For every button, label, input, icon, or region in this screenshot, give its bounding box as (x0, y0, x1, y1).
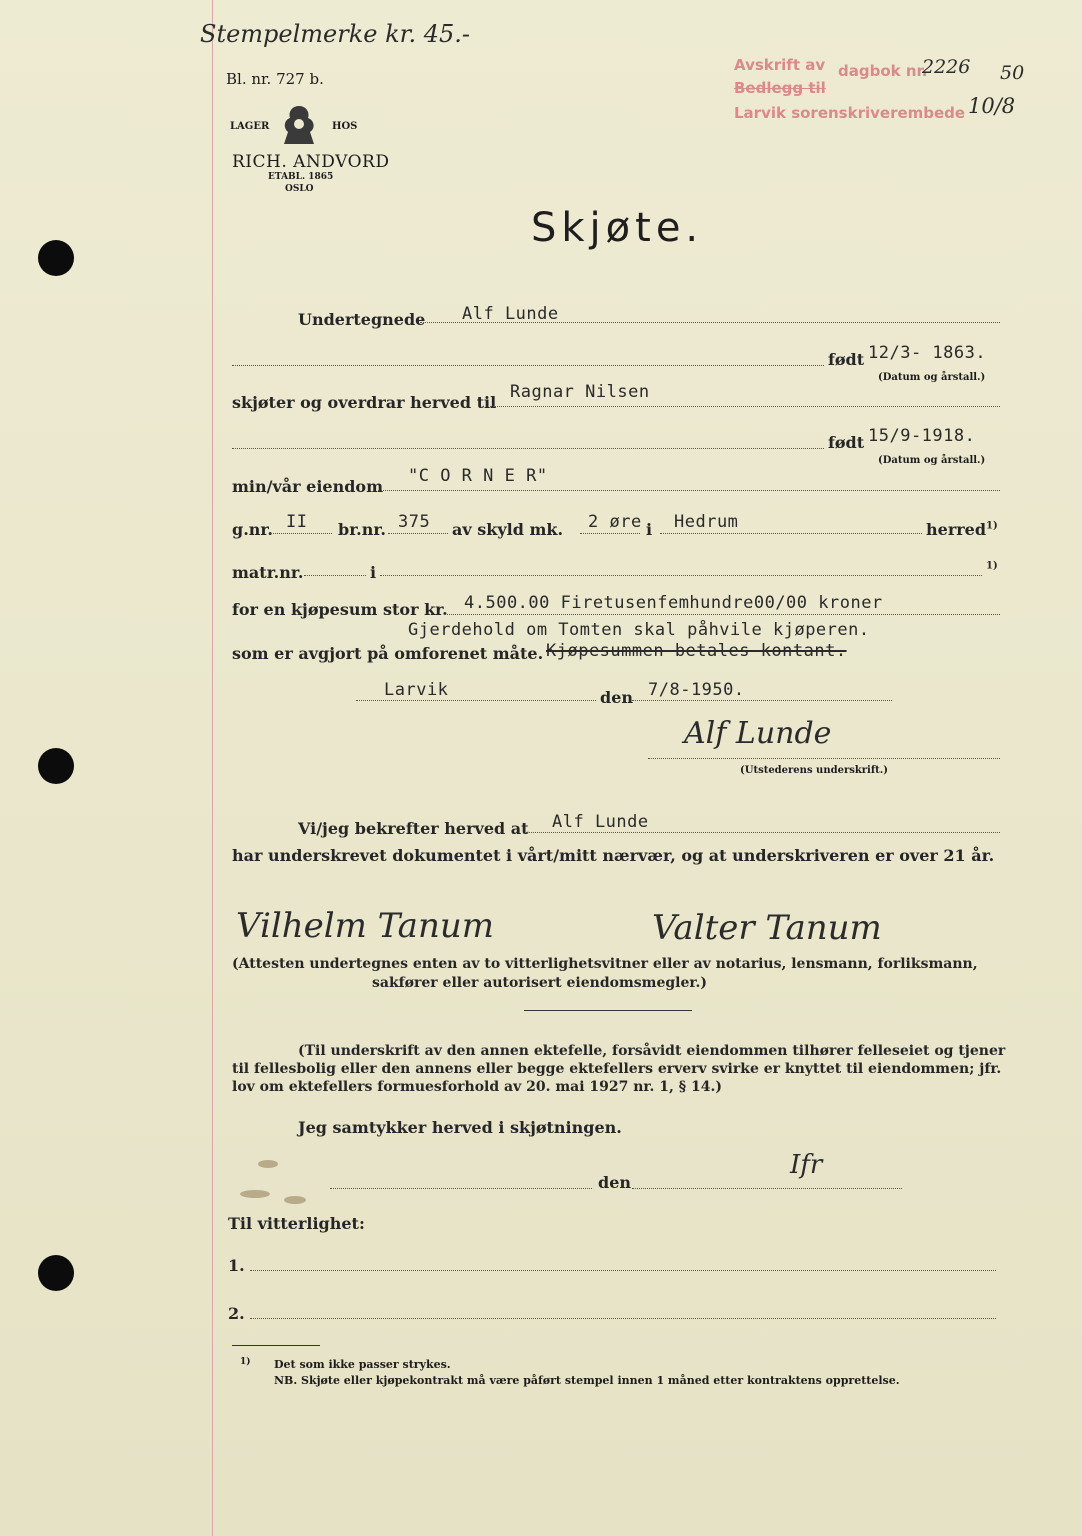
fill-line (270, 533, 332, 534)
gnr-label: g.nr. (232, 520, 273, 539)
i-label: i (646, 520, 653, 539)
footnote-1: Det som ikke passer strykes. (274, 1358, 451, 1371)
form-number: Bl. nr. 727 b. (226, 70, 324, 88)
fill-line (232, 365, 824, 366)
property-name: "C O R N E R" (408, 466, 548, 486)
margin-line (212, 0, 213, 1536)
date: 7/8-1950. (648, 680, 745, 700)
publisher-emblem-icon (274, 102, 324, 148)
herred-label: herred$^{1)}$ (926, 520, 998, 539)
punch-hole (38, 240, 74, 276)
fill-line (490, 406, 1000, 407)
skyld-label: av skyld mk. (452, 520, 564, 539)
confirm-label: Vi/jeg bekrefter herved at (298, 819, 529, 838)
witness-line-2 (250, 1318, 996, 1319)
fill-line (660, 533, 922, 534)
gnr-value: II (286, 512, 308, 532)
ink-smudge (258, 1160, 278, 1168)
undertegnede-label: Undertegnede (298, 310, 426, 329)
vitterlighet-label: Til vitterlighet: (228, 1214, 365, 1233)
publisher-city: OSLO (285, 184, 314, 194)
fill-line (526, 832, 1000, 833)
skyld-value: 2 øre (588, 512, 642, 532)
brnr-label: br.nr. (338, 520, 386, 539)
place: Larvik (384, 680, 449, 700)
stamp-date: 10/8 (968, 94, 1016, 118)
matr-label: matr.nr. (232, 563, 304, 582)
witness-line-1 (250, 1270, 996, 1271)
publisher-etabl: ETABL. 1865 (268, 172, 334, 182)
spouse-note-line3: lov om ektefellers formuesforhold av 20. mai 1927 nr. 1, § 14.) (232, 1079, 722, 1095)
brnr-value: 375 (398, 512, 431, 532)
fill-line (388, 533, 448, 534)
witness-line-2-label: 2. (228, 1304, 245, 1323)
divider (524, 1010, 692, 1011)
confirm-name: Alf Lunde (552, 812, 649, 832)
footnote-mark: 1) (986, 560, 998, 572)
fill-line (380, 575, 982, 576)
consent-text: Jeg samtykker herved i skjøtningen. (298, 1118, 622, 1137)
document-title: Skjøte. (531, 205, 704, 251)
footnote-divider (232, 1345, 320, 1346)
ink-smudge (284, 1196, 306, 1204)
gjerde-clause: Gjerdehold om Tomten skal påhvile kjøperen. (408, 620, 870, 640)
fill-line (632, 1188, 902, 1189)
stamp-duty-note: Stempelmerke kr. 45.- (200, 20, 471, 48)
fill-line (632, 700, 892, 701)
fill-line (330, 1188, 592, 1189)
fill-line (232, 448, 824, 449)
stamp-office: Larvik sorenskriverembede (734, 104, 966, 122)
kjopesum-value: 4.500.00 Firetusenfemhundre00/00 kroner (464, 593, 883, 613)
footnote-mark: 1) (240, 1357, 251, 1367)
stamp-year: 50 (1000, 62, 1025, 84)
fill-line (580, 533, 640, 534)
herred-name: Hedrum (674, 512, 739, 532)
issuer-signature: Alf Lunde (684, 716, 832, 751)
eiendom-label: min/vår eiendom (232, 477, 384, 496)
i-label: i (370, 563, 377, 582)
attest-note-line1: (Attesten undertegnes enten av to vitterlighetsvitner eller av notarius, lensmann, forliksmann, (232, 956, 978, 972)
stamp-dagbok: dagbok nr. (838, 62, 928, 80)
den-label: den (600, 688, 633, 707)
fill-line (444, 614, 1000, 615)
publisher-hos: HOS (332, 121, 358, 132)
den-label: den (598, 1173, 631, 1192)
spouse-note-line2: til fellesbolig eller den annens eller begge ektefellers erverv svirke er knyttet til eiendommen; jfr. (232, 1061, 1002, 1077)
datum-label: (Datum og årstall.) (878, 372, 986, 383)
seller-name: Alf Lunde (462, 304, 559, 324)
consent-mark: Ifr (790, 1150, 823, 1180)
attest-note-line2: sakfører eller autorisert eiendomsmegler.) (372, 975, 707, 991)
datum-label: (Datum og årstall.) (878, 455, 986, 466)
signature-line (648, 758, 1000, 759)
transfer-label: skjøter og overdrar herved til (232, 393, 497, 412)
stamp-line2: Bedlegg til (734, 79, 826, 97)
ink-smudge (240, 1190, 270, 1198)
confirm-text: har underskrevet dokumentet i vårt/mitt nærvær, og at underskriveren er over 21 år. (232, 846, 995, 865)
witness-signature-1: Vilhelm Tanum (236, 906, 494, 946)
publisher-lager: LAGER (230, 121, 270, 132)
avgjort-label: som er avgjort på omforenet måte. (232, 644, 544, 663)
punch-hole (38, 748, 74, 784)
fill-line (356, 700, 596, 701)
seller-born: 12/3- 1863. (868, 343, 987, 363)
buyer-born: 15/9-1918. (868, 426, 976, 446)
fill-line (378, 490, 1000, 491)
footnote-2: NB. Skjøte eller kjøpekontrakt må være påført stempel innen 1 måned etter kontraktens opprettelse. (274, 1374, 900, 1387)
punch-hole (38, 1255, 74, 1291)
kjopesum-label: for en kjøpesum stor kr. (232, 600, 448, 619)
buyer-name: Ragnar Nilsen (510, 382, 650, 402)
fodt-label: født (828, 433, 865, 452)
publisher-name: RICH. ANDVORD (232, 152, 390, 172)
spouse-note-line1: (Til underskrift av den annen ektefelle, forsåvidt eiendommen tilhører felleseiet og tjener (298, 1043, 1006, 1059)
signature-label: (Utstederens underskrift.) (740, 765, 888, 776)
struck-payment-text: Kjøpesummen betales kontant. (546, 641, 847, 661)
witness-signature-2: Valter Tanum (652, 908, 882, 948)
stamp-line1: Avskrift av (734, 56, 826, 74)
stamp-number: 2226 (922, 56, 971, 78)
fill-line (304, 575, 366, 576)
fodt-label: født (828, 350, 865, 369)
witness-line-1-label: 1. (228, 1256, 245, 1275)
